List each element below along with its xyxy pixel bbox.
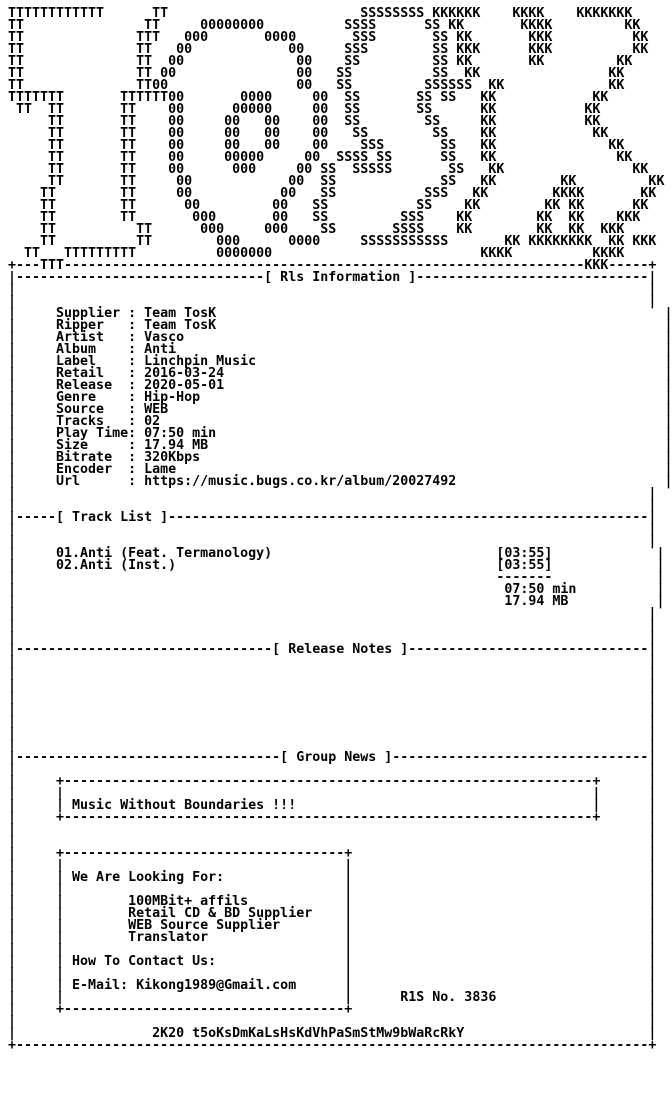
blank-line: | | bbox=[8, 630, 657, 645]
blank-line: | | bbox=[8, 294, 657, 309]
logo-line: TT TT 00000000 SSSS SS KK KKKK KK bbox=[8, 18, 641, 33]
rls-info-line: | Genre : Hip-Hop | bbox=[8, 390, 672, 405]
blank-line: | | bbox=[8, 654, 657, 669]
rls-info-line: | Url : https://music.bugs.co.kr/album/20027492 | bbox=[8, 474, 672, 489]
rls-info-line: | Bitrate : 320Kbps | bbox=[8, 450, 672, 465]
rls-info-line: | Tracks : 02 | bbox=[8, 414, 672, 429]
blank-line: | | bbox=[8, 762, 657, 777]
logo-line: TT TT 00 00 SSS SS KKK KKK KK bbox=[8, 42, 649, 57]
group-news-header: |---------------------------------[ Group News ]--------------------------------| bbox=[8, 750, 657, 765]
blank-line: | | bbox=[8, 282, 657, 297]
blank-line: | | bbox=[8, 498, 657, 513]
signature-line: | 2K20 t5oKsDmKaLsHsKdVhPaSmStMw9bWaRcRkY | bbox=[8, 1026, 657, 1041]
logo-line: TT TTTTTTTTT 0000000 KKKK KKKK bbox=[8, 246, 625, 261]
news-box-line: | +------------------------------------------------------------------+ | bbox=[8, 810, 657, 825]
logo-line: TTTTTTTTTTTT TT SSSSSSSS KKKKKK KKKK KKKKKKK bbox=[8, 6, 633, 21]
blank-line: | | bbox=[8, 1014, 657, 1029]
blank-line: | | bbox=[8, 702, 657, 717]
logo-line: TT TT 00 00 SS SS KK KK KK bbox=[8, 174, 665, 189]
blank-line: | | bbox=[8, 606, 657, 621]
box-top-border: +---TTT-----------------------------------------------------------------KKK-----+ bbox=[8, 258, 657, 273]
news-box-line: | | | | bbox=[8, 966, 657, 981]
rls-info-line: | Album : Anti | bbox=[8, 342, 672, 357]
blank-line: | | bbox=[8, 618, 657, 633]
rls-info-line: | Retail : 2016-03-24 | bbox=[8, 366, 672, 381]
news-box-line: | | | | bbox=[8, 942, 657, 957]
rls-info-line: | Supplier : Team TosK | bbox=[8, 306, 672, 321]
logo-line: TT TT 00 00 SS SSS KK KKKK KK bbox=[8, 186, 657, 201]
logo-line: TT TT 00 00 00 00 SSS SS KK KK bbox=[8, 138, 625, 153]
news-box-line: | | How To Contact Us: | | bbox=[8, 954, 657, 969]
news-box-line: | | | | bbox=[8, 882, 657, 897]
blank-line: | | bbox=[8, 678, 657, 693]
release-notes-header: |--------------------------------[ Release Notes ]------------------------------| bbox=[8, 642, 657, 657]
news-box-line: | | | R1S No. 3836 | bbox=[8, 990, 657, 1005]
blank-line: | | bbox=[8, 522, 657, 537]
blank-line: | | bbox=[8, 834, 657, 849]
blank-line: | | bbox=[8, 666, 657, 681]
news-box-line: | | Music Without Boundaries !!! | | bbox=[8, 798, 657, 813]
blank-line: | | bbox=[8, 486, 657, 501]
track-list-line: | ------- | bbox=[8, 570, 665, 585]
news-box-line: | | E-Mail: Kikong1989@Gmail.com | | bbox=[8, 978, 657, 993]
blank-line: | | bbox=[8, 738, 657, 753]
rls-info-line: | Artist : Vasco | bbox=[8, 330, 672, 345]
track-list-line: | 17.94 MB | bbox=[8, 594, 665, 609]
logo-line: TT TT 00 000 00 SS SSSSS SS KK KK bbox=[8, 162, 649, 177]
blank-line: | | bbox=[8, 714, 657, 729]
rls-info-line: | Ripper : Team TosK | bbox=[8, 318, 672, 333]
logo-line: TT TT00 00 SS SSSSSS KK KK bbox=[8, 78, 625, 93]
news-box-line: | +-----------------------------------+ | bbox=[8, 1002, 657, 1017]
logo-line: TT TT 000 00 SS SSS KK KK KK KKK bbox=[8, 210, 641, 225]
logo-line: TTTTTTT TTTTTT00 0000 00 SS SS SS KK KK bbox=[8, 90, 609, 105]
track-list-line: | 01.Anti (Feat. Termanology) [03:55] | bbox=[8, 546, 665, 561]
news-box-line: | | We Are Looking For: | | bbox=[8, 870, 657, 885]
blank-line: | | bbox=[8, 726, 657, 741]
news-box-line: | | 100MBit+ affils | | bbox=[8, 894, 657, 909]
logo-line: TT TT 00 00 00 00 SS SS KK KK bbox=[8, 126, 609, 141]
news-box-line: | | Retail CD & BD Supplier | | bbox=[8, 906, 657, 921]
rls-info-line: | Source : WEB | bbox=[8, 402, 672, 417]
news-box-line: | +-----------------------------------+ | bbox=[8, 846, 657, 861]
blank-line: | | bbox=[8, 690, 657, 705]
track-list-line: | 02.Anti (Inst.) [03:55] | bbox=[8, 558, 665, 573]
blank-line: | | bbox=[8, 534, 657, 549]
news-box-line: | | WEB Source Supplier | | bbox=[8, 918, 657, 933]
rls-info-line: | Release : 2020-05-01 | bbox=[8, 378, 672, 393]
logo-line: TT TT 00 00 00 00 SS SS KK KK bbox=[8, 114, 601, 129]
blank-line: | | bbox=[8, 822, 657, 837]
rls-info-line: | Label : Linchpin Music | bbox=[8, 354, 672, 369]
rls-info-line: | Play Time: 07:50 min | bbox=[8, 426, 672, 441]
logo-line: TT TT 00 00 SS SS KK KK KK bbox=[8, 54, 633, 69]
rls-information-header: |-------------------------------[ Rls Information ]-----------------------------| bbox=[8, 270, 657, 285]
logo-line: TT TTT 000 0000 SSS SS KK KKK KK bbox=[8, 30, 649, 45]
news-box-line: | | Translator | | bbox=[8, 930, 657, 945]
news-box-line: | | | | bbox=[8, 858, 657, 873]
rls-info-line: | Encoder : Lame | bbox=[8, 462, 672, 477]
news-box-line: | | | | bbox=[8, 786, 657, 801]
box-bottom-border: +-------------------------------------------------------------------------------+ bbox=[8, 1038, 657, 1053]
logo-line: TT TT 000 0000 SSSSSSSSSSS KK KKKKKKKK KK KKK bbox=[8, 234, 657, 249]
logo-line: TT TT 000 000 SS SSSS KK KK KK KKK bbox=[8, 222, 625, 237]
rls-info-line: | Size : 17.94 MB | bbox=[8, 438, 672, 453]
news-box-line: | +------------------------------------------------------------------+ | bbox=[8, 774, 657, 789]
track-list-line: | 07:50 min | bbox=[8, 582, 665, 597]
logo-line: TT TT 00 00000 00 SSSS SS SS KK KK bbox=[8, 150, 633, 165]
track-list-header: |-----[ Track List ]------------------------------------------------------------| bbox=[8, 510, 657, 525]
logo-line: TT TT TT 00 00000 00 SS SS KK KK bbox=[8, 102, 601, 117]
logo-line: TT TT 00 00 SS SS KK KK KK KK bbox=[8, 198, 649, 213]
logo-line: TT TT 00 00 SS SS KK KK bbox=[8, 66, 625, 81]
